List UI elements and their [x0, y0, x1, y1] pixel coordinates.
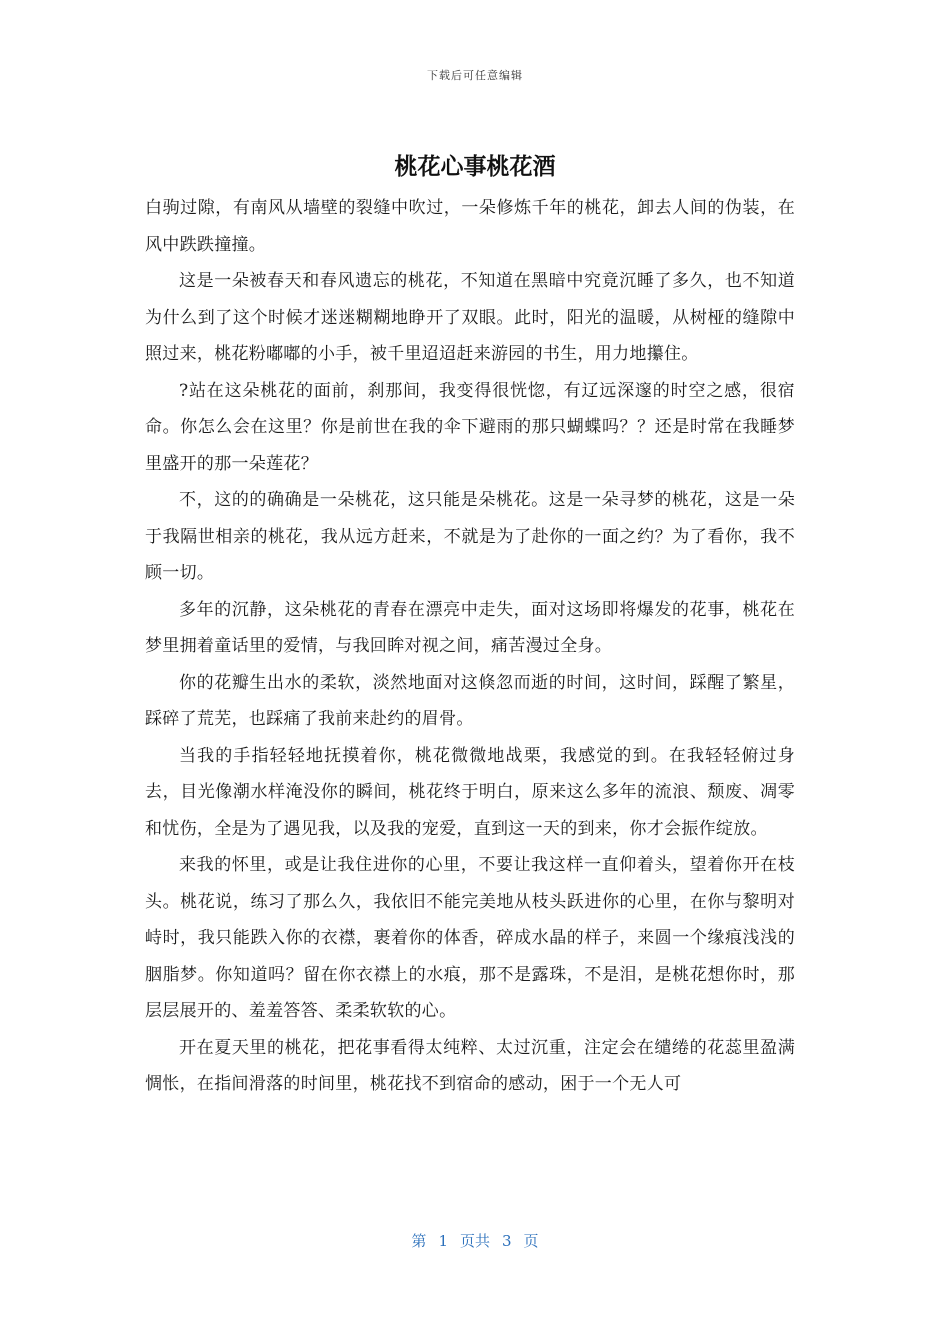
- page-footer: [0, 1230, 950, 1251]
- footer-prefix: 第: [411, 1232, 427, 1250]
- paragraph: 这是一朵被春天和春风遗忘的桃花，不知道在黑暗中究竟沉睡了多久，也不知道为什么到了这个时候才迷迷糊糊地睁开了双眼。此时，阳光的温暖，从树桠的缝隙中照过来，桃花粉嘟嘟的小手，被千里迢迢赶来游园的书生，用力地攥住。: [145, 271, 795, 364]
- footer-middle: 页共: [459, 1232, 490, 1250]
- paragraph: ?站在这朵桃花的面前，刹那间，我变得很恍惚，有辽远深邃的时空之感，很宿命。你怎么会在这里？你是前世在我的伞下避雨的那只蝴蝶吗？？还是时常在我睡梦里盛开的那一朵莲花？: [145, 380, 795, 474]
- paragraph: 当我的手指轻轻地抚摸着你，桃花微微地战栗，我感觉的到。在我轻轻俯过身去，目光像潮水样淹没你的瞬间，桃花终于明白，原来这么多年的流浪、颓废、凋零和忧伤，全是为了遇见我，以及我的宠爱，直到这一天的到来，你才会振作绽放。: [145, 745, 795, 839]
- paragraph: 来我的怀里，或是让我住进你的心里，不要让我这样一直仰着头，望着你开在枝头。桃花说，练习了那么久，我依旧不能完美地从枝头跃进你的心里，在你与黎明对峙时，我只能跌入你的衣襟，裹着你的体香，碎成水晶的样子，来圆一个缘痕浅浅的胭脂梦。你知道吗？留在你衣襟上的水痕，那不是露珠，不是泪，是桃花想你时，那层层展开的、羞羞答答、柔柔软软的心。: [145, 855, 795, 1021]
- paragraph: 不，这的的确确是一朵桃花，这只能是朵桃花。这是一朵寻梦的桃花，这是一朵于我隔世相亲的桃花，我从远方赶来，不就是为了赴你的一面之约？为了看你，我不顾一切。: [145, 490, 795, 583]
- document-title: 桃花心事桃花酒: [394, 154, 556, 180]
- page-header: 下载后可任意编辑: [427, 69, 523, 82]
- paragraph: 多年的沉静，这朵桃花的青春在漂亮中走失，面对这场即将爆发的花事，桃花在梦里拥着童话里的爱情，与我回眸对视之间，痛苦漫过全身。: [145, 599, 795, 656]
- paragraph: 开在夏天里的桃花，把花事看得太纯粹、太过沉重，注定会在缱绻的花蕊里盈满惆怅，在指间滑落的时间里，桃花找不到宿命的感动，困于一个无人可: [145, 1037, 795, 1094]
- footer-suffix: 页: [523, 1232, 539, 1250]
- paragraph: 白驹过隙，有南风从墙壁的裂缝中吹过，一朵修炼千年的桃花，卸去人间的伪装，在风中跌跌撞撞。: [145, 198, 795, 255]
- total-pages-number: 3: [502, 1232, 512, 1250]
- paragraph: 你的花瓣生出水的柔软，淡然地面对这倏忽而逝的时间，这时间，踩醒了繁星，踩碎了荒芜，也踩痛了我前来赴约的眉骨。: [145, 672, 795, 729]
- article-body: [145, 190, 795, 1103]
- current-page-number: 1: [438, 1232, 448, 1250]
